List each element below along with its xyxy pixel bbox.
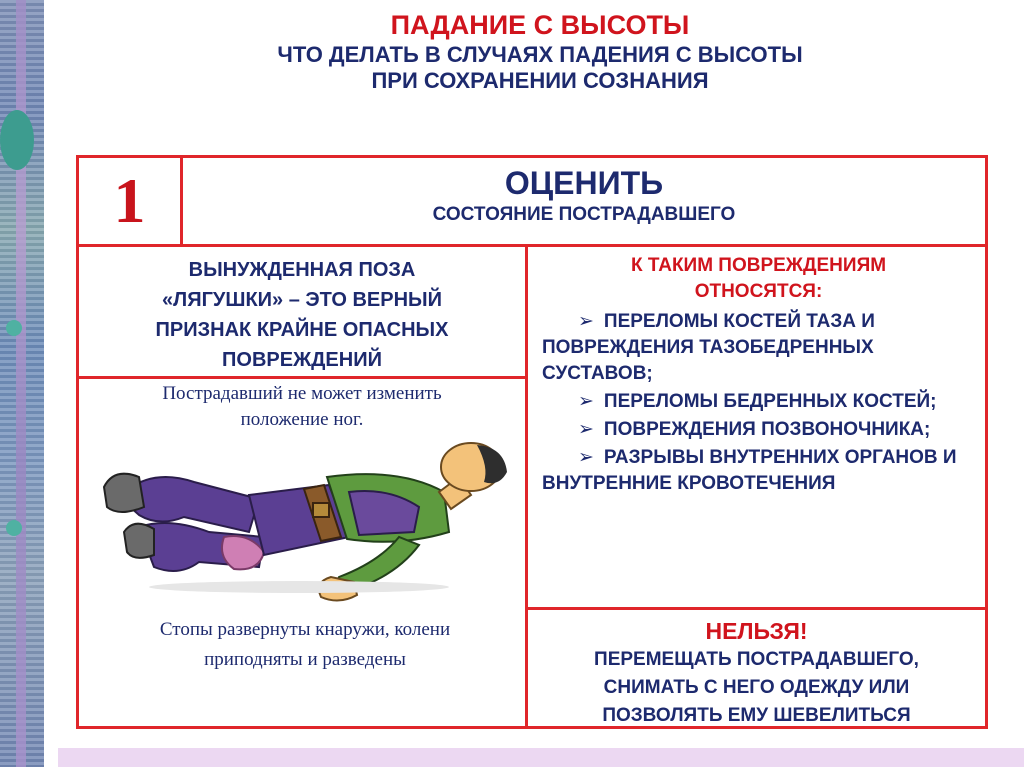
decorative-circle [0,110,34,170]
injured-person-illustration [99,437,511,607]
decorative-dot [6,520,22,536]
forbidden-title: НЕЛЬЗЯ! [705,618,808,644]
forbidden-cell [525,607,988,729]
pose-description-line-2: положение ног. [240,409,364,430]
frog-pose-line-2: «ЛЯГУШКИ» – ЭТО ВЕРНЫЙ [162,289,442,311]
injuries-list [542,309,975,497]
page-header [60,8,1020,94]
forbidden-line-2: СНИМАТЬ С НЕГО ОДЕЖДУ ИЛИ [603,677,910,698]
list-item [542,445,975,497]
page-title: ПАДАНИЕ С ВЫСОТЫ [390,10,690,40]
forbidden-line-3: ПОЗВОЛЯТЬ ЕМУ ШЕВЕЛИТЬСЯ [602,705,911,726]
pose-description-line-1: Пострадавший не может изменить [162,383,442,404]
frog-pose-line-4: ПОВРЕЖДЕНИЙ [222,349,382,371]
bottom-band [58,748,1024,767]
step-subtitle: СОСТОЯНИЕ ПОСТРАДАВШЕГО [432,204,736,225]
page-subtitle-line-1: ЧТО ДЕЛАТЬ В СЛУЧАЯХ ПАДЕНИЯ С ВЫСОТЫ [277,42,803,67]
frog-pose-line-1: ВЫНУЖДЕННАЯ ПОЗА [188,259,416,281]
injuries-heading-line-2: ОТНОСЯТСЯ: [694,281,823,302]
bullet-arrow-icon: ➢ [578,419,594,440]
decorative-side-strip [0,0,44,767]
forbidden-line-1: ПЕРЕМЕЩАТЬ ПОСТРАДАВШЕГО, [594,649,919,670]
pose-illustration-cell [76,376,528,729]
injuries-cell [525,244,988,610]
step-title: ОЦЕНИТЬ [504,165,664,201]
feet-description [85,615,525,675]
step-number-cell [76,155,183,247]
frog-pose-cell [76,244,528,379]
injury-text: ПЕРЕЛОМЫ БЕДРЕННЫХ КОСТЕЙ; [603,391,937,412]
step-title-cell [180,155,988,247]
injury-text: ПЕРЕЛОМЫ КОСТЕЙ ТАЗА И ПОВРЕЖДЕНИЯ ТАЗОБЕДРЕННЫХ СУСТАВОВ; [542,311,875,384]
list-item [542,309,975,387]
page-subtitle-line-2: ПРИ СОХРАНЕНИИ СОЗНАНИЯ [371,68,709,93]
step-number: 1 [113,165,146,236]
feet-description-line-1: Стопы развернуты кнаружи, колени [159,619,451,640]
feet-description-line-2: приподняты и разведены [204,649,406,670]
pose-description [89,381,515,433]
injury-text: ПОВРЕЖДЕНИЯ ПОЗВОНОЧНИКА; [603,419,931,440]
bullet-arrow-icon: ➢ [578,391,594,412]
injuries-heading-line-1: К ТАКИМ ПОВРЕЖДЕНИЯМ [630,255,887,276]
injury-text: РАЗРЫВЫ ВНУТРЕННИХ ОРГАНОВ И ВНУТРЕННИЕ КРОВОТЕЧЕНИЯ [542,447,957,494]
list-item [542,389,975,415]
frog-pose-line-3: ПРИЗНАК КРАЙНЕ ОПАСНЫХ [155,319,449,341]
list-item [542,417,975,443]
decorative-dot [6,320,22,336]
bullet-arrow-icon: ➢ [578,311,594,332]
bullet-arrow-icon: ➢ [578,447,594,468]
